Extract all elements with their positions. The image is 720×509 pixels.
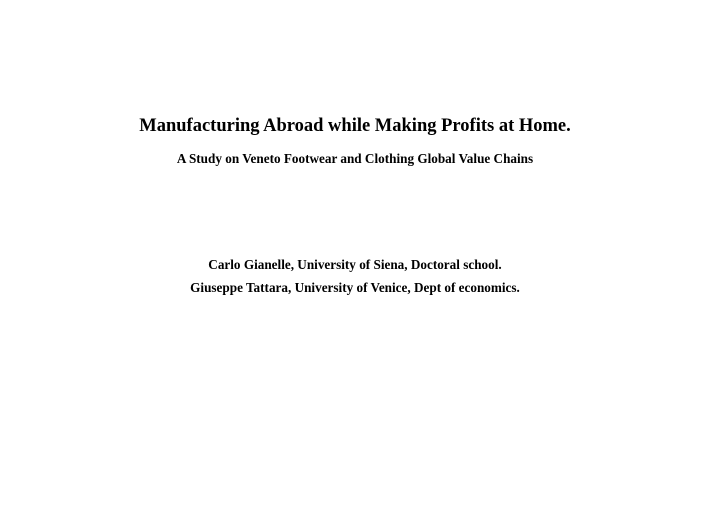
author-affiliation-2: Giuseppe Tattara, University of Venice, Dept of economics. xyxy=(190,280,520,295)
paper-title: Manufacturing Abroad while Making Profits at Home. xyxy=(139,116,571,136)
paper-subtitle: A Study on Veneto Footwear and Clothing Global Value Chains xyxy=(176,151,534,166)
author-affiliation-1: Carlo Gianelle, University of Siena, Doctoral school. xyxy=(208,257,502,272)
